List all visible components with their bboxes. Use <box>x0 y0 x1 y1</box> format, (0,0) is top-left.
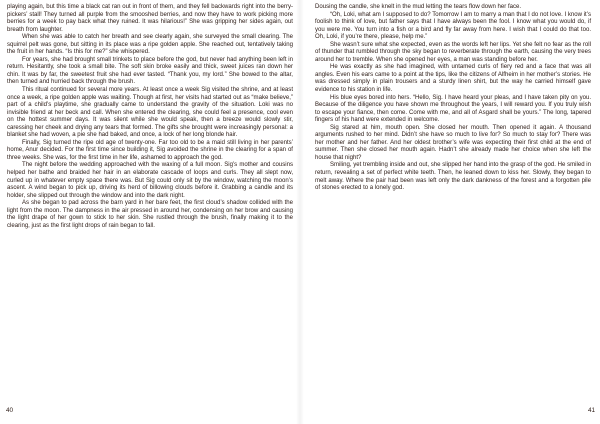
paragraph: As she began to pad across the barn yard in her bare feet, the first cloud’s shadow collided with the light from the moon. The dampness in the air pressed in around her, condensing on her brow and causing the light drape of her gown to stick to her skin. She rustled through the brush, finally making it to the clearing, just as the first light drops of rain began to fall. <box>7 200 293 229</box>
paragraph: She wasn’t sure what she expected, even as the words left her lips. Yet she felt no fear as the roll of thunder that rumbled through the sky began to reverberate through the earth, causing the very trees around her to tremble. When she opened her eyes, a man was standing before her. <box>315 41 591 63</box>
paragraph: His blue eyes bored into hers. “Hello, Sig. I have heard your pleas, and I have taken pity on you. Because of the diligence you have shown me throughout the years, I will reward you. If you truly wish to escape your fiance, then come. Come with me, and all of Asgard shall be yours.” The long, tapered fingers of his hand were extended in welcome. <box>315 94 591 124</box>
paragraph: He was exactly as she had imagined, with untamed curls of fiery red and a face that was all angles. Even his ears came to a point at the tips, like the citizens of Alfheim in her mother’s stories. He was dressed simply in plain trousers and a sturdy linen shirt, but the way he carried himself gave evidence to his station in life. <box>315 64 591 94</box>
right-page-text <box>315 4 591 193</box>
paragraph: For years, she had brought small trinkets to place before the god, but never had anything been left in return. Hesitantly, she took a small bite. The soft skin broke easily and thick, sweet juices ran down her chin. It was by far, the sweetest fruit she had ever tasted. “Thank you, my lord.” She bowed to the altar, then turned and hurried back through the brush. <box>7 56 293 86</box>
paragraph: Dousing the candle, she knelt in the mud letting the tears flow down her face. <box>315 4 522 10</box>
paragraph: When she was able to catch her breath and see clearly again, she surveyed the small clearing. The squirrel pelt was gone, but sitting in its place was a ripe golden apple. She reached out, tentatively taking the fruit in her hands. “Is this for me?” she whispered. <box>7 34 293 56</box>
right-page <box>300 0 600 424</box>
paragraph: Finally, Sig turned the ripe old age of twenty-one. Far too old to be a maid still living in her parents’ home, Anur decided. For the first time since building it, Sig avoided the shrine in the clearing for a span of three weeks. She was, for the first time in her life, ashamed to approach the god. <box>7 139 293 161</box>
paragraph: The night before the wedding approached with the waxing of a full moon. Sig’s mother and cousins helped her bathe and braided her hair in an elaborate cascade of loops and curls. They all slept now, curled up in whatever empty space there was. But Sig could only sit by the window, watching the moon’s ascent. A wind began to pick up, driving its herd of billowing clouds before it. Grabbing a candle and its holder, she slipped out through the window and into the dark night. <box>7 162 293 199</box>
paragraph: This ritual continued for several more years. At least once a week Sig visited the shrine, and at least once a week, a ripe golden apple was waiting. Though at first, her visits had started out as “make believe,” part of a child’s playtime, she gradually came to understand the gravity of the situation. Loki was no invisible friend at her beck and call. When she entered the clearing, she could feel a presence, cool even on the hottest summer days. It was silent while she would speak, then a breeze would slowly stir, caressing her cheek and drying any tears that formed. The gifts she brought were increasingly personal: a blanket she had woven, a pie she had baked, and once, a lock of her long blonde hair. <box>7 87 293 139</box>
paragraph: Sig stared at him, mouth open. She closed her mouth. Then opened it again. A thousand arguments rushed to her mind. Didn’t she have so much to live for? So much to stay for? There was her mother and her father. And her oldest brother’s wife was expecting their first child at the end of summer. Then she closed her mouth again. Hadn’t she already made her choice when she left the house that night? <box>315 124 591 161</box>
paragraph: “Oh, Loki, what am I supposed to do? Tomorrow I am to marry a man that I do not love. I know it’s foolish to think of love, but father says that I have always been the fool. I know what you would do, if you were me. You turn into a fish or a bird and fly far away from here. I wish that I could do that too. Oh, Loki, if you’re there, please, help me.” <box>315 11 591 41</box>
left-page-text <box>7 4 293 230</box>
page-number: 41 <box>588 407 596 414</box>
paragraph: Smiling, yet trembling inside and out, she slipped her hand into the grasp of the god. He smiled in return, revealing a set of perfect white teeth. Then, he leaned down to kiss her. Slowly, they began to melt away. Where the pair had been was left only the dark dankness of the forest and a forgotten pile of stones erected to a lonely god. <box>315 162 591 192</box>
page-number: 40 <box>6 407 14 414</box>
paragraph: playing again, but this time a black cat ran out in front of them, and they fell backwards right into the berry-pickers’ stall! They turned all purple from the smooshed berries, and now they have to work picking more berries for a week to pay back what they ruined. It was hilarious!” She was gripping her sides again, out breath from laughter. <box>7 4 293 33</box>
